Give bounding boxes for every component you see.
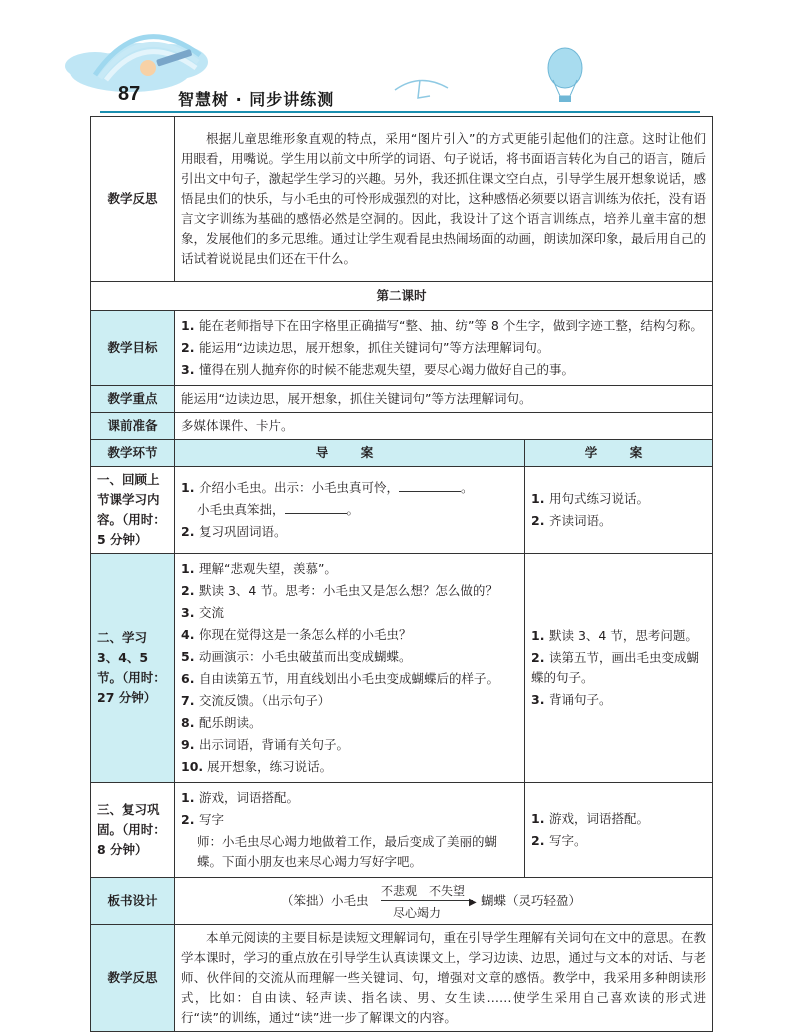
- list-item: 10. 展开想象，练习说话。: [181, 759, 333, 774]
- header-divider: [100, 111, 700, 113]
- stage-row: [91, 554, 713, 783]
- list-item: 1. 能在老师指导下在田字格里正确描写“整、抽、纺”等 8 个生字，做到字迹工整，结构匀称。: [181, 318, 703, 333]
- board-diagram: [181, 881, 706, 921]
- row-label: 教学重点: [91, 386, 175, 413]
- list-item: 1. 游戏，词语搭配。: [181, 790, 299, 805]
- page-number: 87: [118, 83, 141, 105]
- list-item: 小毛虫真笨拙， 。: [197, 502, 360, 517]
- column-header-study: 学 案: [525, 440, 713, 467]
- list-item: 2. 写字: [181, 812, 224, 827]
- section-header-row: [91, 282, 713, 311]
- list-item: 3. 背诵句子。: [531, 692, 612, 707]
- list-item: 4. 你现在觉得这是一条怎么样的小毛虫？: [181, 627, 412, 642]
- list-item: 师：小毛虫尽心竭力地做着工作，最后变成了美丽的蝴蝶。下面小朋友也来尽心竭力写好字吧。: [197, 834, 498, 869]
- reflection-text: 根据儿童思维形象直观的特点，采用“图片引入”的方式更能引起他们的注意。这时让他们用眼看，用嘴说。学生用以前文中所学的词语、句子说话，将书面语言转化为自己的语言，随后引出文中句子，激起学生学习的兴趣。另外，我还抓住课文空白点，引导学生展开想象说话，感悟昆虫们的快乐，与小毛虫的可怜形成强烈的对比，这种感悟必须要以语言训练为依托，没有语言文字训练为基础的感悟必然是空洞的。因此，我设计了这个语言训练点，培养儿童丰富的想象，发展他们的多元思维。通过让学生观看昆虫热闹场面的动画，朗读加深印象，最后用自己的话试着说说昆虫们还在干什么。: [181, 131, 707, 266]
- list-item: 1. 默读 3、4 节，思考问题。: [531, 628, 698, 643]
- row-label: 教学目标: [91, 311, 175, 386]
- list-item: 1. 介绍小毛虫。出示：小毛虫真可怜， 。: [181, 480, 474, 495]
- list-item: 2. 齐读词语。: [531, 513, 612, 528]
- guide-cell: [175, 467, 525, 554]
- list-item: 9. 出示词语，背诵有关句子。: [181, 737, 349, 752]
- fill-blank: [285, 501, 347, 514]
- list-item: 1. 游戏，词语搭配。: [531, 811, 649, 826]
- reflection-row: [91, 117, 713, 282]
- glider-icon: [395, 80, 448, 98]
- row-label: 板书设计: [91, 878, 175, 925]
- list-item: 5. 动画演示：小毛虫破茧而出变成蝴蝶。: [181, 649, 412, 664]
- goals-cell: [175, 311, 713, 386]
- reflection-cell: [175, 925, 713, 1032]
- list-item: 2. 能运用“边读边思，展开想象，抓住关键词句”等方法理解词句。: [181, 340, 550, 355]
- focus-row: [91, 386, 713, 413]
- row-label: 教学反思: [91, 925, 175, 1032]
- column-header-row: [91, 440, 713, 467]
- board-left: （笨拙）小毛虫: [281, 893, 369, 908]
- board-bottom: 尽心竭力: [393, 906, 442, 920]
- study-cell: [525, 783, 713, 878]
- guide-cell: [175, 554, 525, 783]
- board-arrow-head-icon: ▶: [469, 897, 477, 908]
- list-item: 3. 交流: [181, 605, 224, 620]
- goals-row: [91, 311, 713, 386]
- prep-text: 多媒体课件、卡片。: [175, 413, 713, 440]
- list-item: 2. 复习巩固词语。: [181, 524, 287, 539]
- reflection-cell: [175, 117, 713, 282]
- board-row: [91, 878, 713, 925]
- book-title: 智慧树 · 同步讲练测: [178, 90, 335, 109]
- reflection-row: [91, 925, 713, 1032]
- column-header-guide: 导 案: [175, 440, 525, 467]
- stage-row: [91, 467, 713, 554]
- study-cell: [525, 467, 713, 554]
- list-item: 3. 懂得在别人抛弃你的时候不能悲观失望，要尽心竭力做好自己的事。: [181, 362, 574, 377]
- guide-cell: [175, 783, 525, 878]
- page-header: [0, 0, 800, 112]
- list-item: 6. 自由读第五节，用直线划出小毛虫变成蝴蝶后的样子。: [181, 671, 499, 686]
- row-label: 课前准备: [91, 413, 175, 440]
- board-arrow-line: [381, 900, 473, 901]
- list-item: 1. 理解“悲观失望，羡慕”。: [181, 561, 337, 576]
- list-item: 2. 读第五节，画出毛虫变成蝴蝶的句子。: [531, 650, 699, 685]
- board-right: 蝴蝶（灵巧轻盈）: [481, 893, 582, 908]
- row-label: 教学反思: [91, 117, 175, 282]
- focus-text: 能运用“边读边思，展开想象，抓住关键词句”等方法理解词句。: [175, 386, 713, 413]
- list-item: 2. 默读 3、4 节。思考：小毛虫又是怎么想？怎么做的？: [181, 583, 498, 598]
- hot-air-balloon-icon: [548, 48, 582, 102]
- stage-label: 三、复习巩固。（用时：8 分钟）: [91, 783, 175, 878]
- column-header-stage: 教学环节: [91, 440, 175, 467]
- list-item: 7. 交流反馈。（出示句子）: [181, 693, 331, 708]
- lesson-plan-table: [90, 116, 713, 1032]
- section-title: 第二课时: [91, 282, 713, 311]
- study-cell: [525, 554, 713, 783]
- reflection-text: 本单元阅读的主要目标是读短文理解词句，重在引导学生理解有关词句在文中的意思。在教学本课时，学习的重点放在引导学生认真读课文上，学习边读、边思，通过与文本的对话、与老师、伙伴间的交流从而理解一些关键词、句，增强对文章的感悟。教学中，我采用多种朗读形式，比如：自由读、轻声读、指名读、男、女生读……使学生采用自己喜欢读的形式进行“读”的训练，通过“读”进一步了解课文的内容。: [181, 930, 707, 1025]
- list-item: 8. 配乐朗读。: [181, 715, 262, 730]
- stage-label: 二、学习 3、4、5 节。（用时：27 分钟）: [91, 554, 175, 783]
- board-top: 不悲观 不失望: [381, 884, 466, 898]
- list-item: 2. 写字。: [531, 833, 587, 848]
- prep-row: [91, 413, 713, 440]
- list-item: 1. 用句式练习说话。: [531, 491, 649, 506]
- fill-blank: [399, 479, 461, 492]
- stage-row: [91, 783, 713, 878]
- board-cell: [175, 878, 713, 925]
- stage-label: 一、回顾上节课学习内容。（用时：5 分钟）: [91, 467, 175, 554]
